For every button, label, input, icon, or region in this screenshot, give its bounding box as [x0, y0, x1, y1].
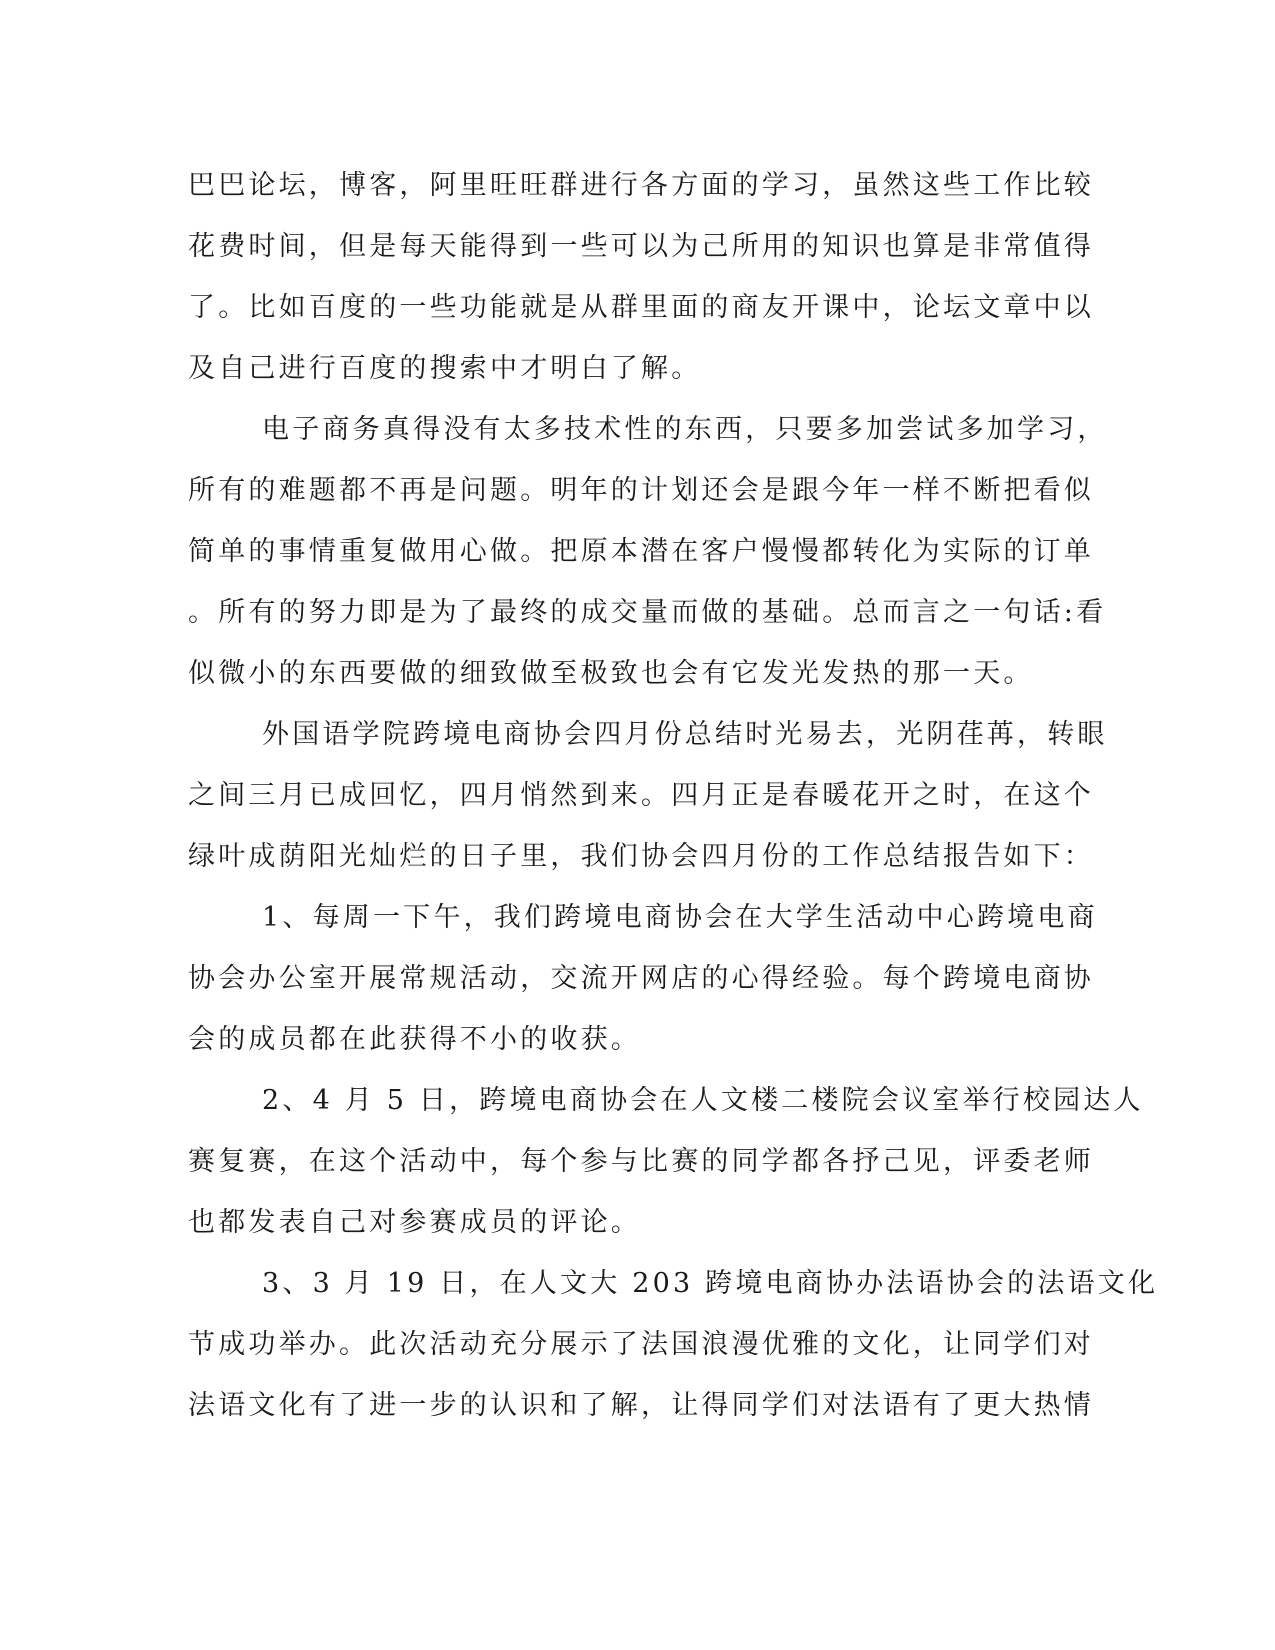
text-line: 2、4 月 5 日，跨境电商协会在人文楼二楼院会议室举行校园达人: [262, 1085, 1144, 1116]
text-line: 电子商务真得没有太多技术性的东西，只要多加尝试多加学习，: [262, 414, 1108, 445]
text-line: 之间三月已成回忆，四月悄然到来。四月正是春暖花开之时，在这个: [188, 780, 1094, 811]
text-line: 所有的难题都不再是问题。明年的计划还会是跟今年一样不断把看似: [188, 475, 1094, 506]
text-line: 法语文化有了进一步的认识和了解，让得同学们对法语有了更大热情: [188, 1390, 1094, 1421]
paragraph-4: [188, 887, 1098, 1070]
text-line: 协会办公室开展常规活动，交流开网店的心得经验。每个跨境电商协: [188, 963, 1094, 994]
text-line: 绿叶成荫阳光灿烂的日子里，我们协会四月份的工作总结报告如下：: [188, 841, 1094, 872]
document-body: [188, 155, 1159, 1436]
paragraph-1: [188, 155, 1094, 399]
text-line: 赛复赛，在这个活动中，每个参与比赛的同学都各抒己见，评委老师: [188, 1146, 1094, 1177]
text-line: 1、每周一下午，我们跨境电商协会在大学生活动中心跨境电商: [262, 902, 1098, 933]
text-line: 3、3 月 19 日，在人文大 203 跨境电商协办法语协会的法语文化: [262, 1268, 1159, 1299]
text-line: 巴巴论坛，博客，阿里旺旺群进行各方面的学习，虽然这些工作比较: [188, 170, 1094, 201]
text-line: 及自己进行百度的搜索中才明白了解。: [188, 353, 702, 384]
paragraph-2: [188, 399, 1108, 704]
text-line: 会的成员都在此获得不小的收获。: [188, 1024, 641, 1055]
paragraph-3: [188, 704, 1108, 887]
text-line: 。所有的努力即是为了最终的成交量而做的基础。总而言之一句话:看: [188, 597, 1107, 628]
text-line: 节成功举办。此次活动充分展示了法国浪漫优雅的文化，让同学们对: [188, 1329, 1094, 1360]
paragraph-5: [188, 1070, 1144, 1253]
text-line: 也都发表自己对参赛成员的评论。: [188, 1207, 641, 1238]
text-line: 似微小的东西要做的细致做至极致也会有它发光发热的那一天。: [188, 658, 1034, 689]
text-line: 了。比如百度的一些功能就是从群里面的商友开课中，论坛文章中以: [188, 292, 1094, 323]
paragraph-6: [188, 1253, 1159, 1436]
text-line: 外国语学院跨境电商协会四月份总结时光易去，光阴荏苒，转眼: [262, 719, 1108, 750]
text-line: 简单的事情重复做用心做。把原本潜在客户慢慢都转化为实际的订单: [188, 536, 1094, 567]
text-line: 花费时间，但是每天能得到一些可以为己所用的知识也算是非常值得: [188, 231, 1094, 262]
